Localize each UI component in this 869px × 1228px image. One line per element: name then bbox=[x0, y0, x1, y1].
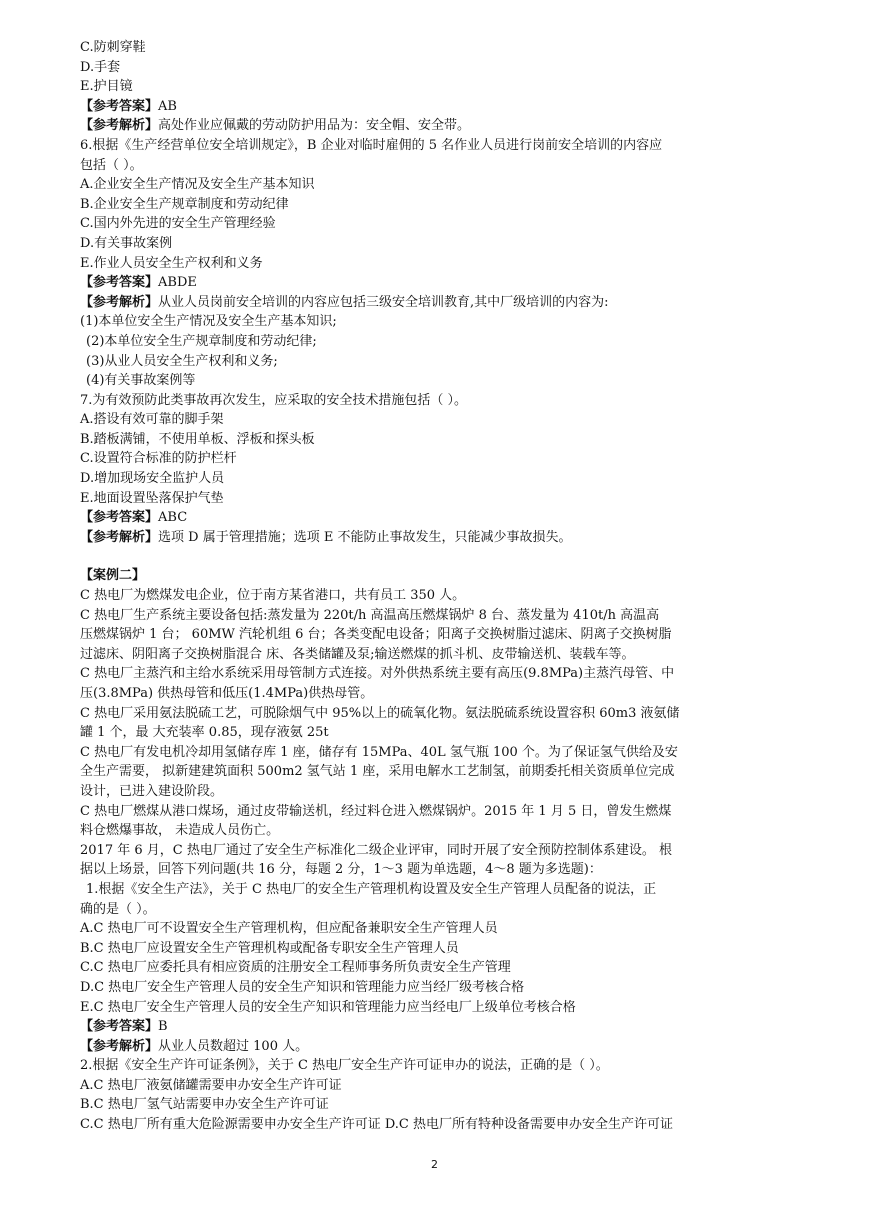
answer-text: 选项 D 属于管理措施；选项 E 不能防止事故发生，只能减少事故损失。 bbox=[158, 529, 572, 545]
text-line: 过滤床、阴阳离子交换树脂混合 床、各类储罐及泵;输送燃煤的抓斗机、皮带输送机、装载车等。 bbox=[80, 646, 635, 662]
answer-label: 【参考答案】 bbox=[80, 275, 159, 291]
answer-label: 【参考解析】 bbox=[80, 529, 159, 545]
answer-text: ABC bbox=[158, 510, 188, 526]
indented-line: (2)本单位安全生产规章制度和劳动纪律; bbox=[86, 333, 317, 349]
text-line: 7.为有效预防此类事故再次发生，应采取的安全技术措施包括（ ）。 bbox=[80, 392, 468, 408]
answer-label: 【参考答案】 bbox=[80, 98, 159, 114]
text-line: A.搭设有效可靠的脚手架 bbox=[80, 412, 224, 428]
text-line: A.企业安全生产情况及安全生产基本知识 bbox=[80, 177, 315, 193]
labeled-line bbox=[80, 97, 800, 117]
answer-text: ABDE bbox=[158, 275, 197, 291]
text-line: 压(3.8MPa) 供热母管和低压(1.4MPa)供热母管。 bbox=[80, 686, 374, 701]
answer-label: 【参考解析】 bbox=[80, 294, 159, 310]
text-line: 确的是（ ）。 bbox=[80, 901, 156, 917]
text-line: E.作业人员安全生产权利和义务 bbox=[80, 255, 263, 271]
text-line: 包括（ ）。 bbox=[80, 157, 143, 173]
text-line: 全生产需要， 拟新建建筑面积 500m2 氢气站 1 座，采用电解水工艺制氢，前期委托相关资质单位完成 bbox=[80, 764, 675, 780]
text-line: C.国内外先进的安全生产管理经验 bbox=[80, 216, 276, 232]
text-line: E.地面设置坠落保护气垫 bbox=[80, 490, 224, 506]
indented-line: (4)有关事故案例等 bbox=[86, 373, 196, 389]
text-line: 2.根据《安全生产许可证条例》，关于 C 热电厂安全生产许可证申办的说法，正确的是（ ）。 bbox=[80, 1058, 609, 1074]
text-line: 罐 1 个，最 大充装率 0.85，现存液氨 25t bbox=[80, 725, 329, 741]
text-line: D.C 热电厂安全生产管理人员的安全生产知识和管理能力应当经厂级考核合格 bbox=[80, 979, 525, 995]
text-line: B.企业安全生产规章制度和劳动纪律 bbox=[80, 196, 289, 212]
text-line: A.C 热电厂可不设置安全生产管理机构，但应配备兼职安全生产管理人员 bbox=[80, 921, 498, 937]
text-line: 2017 年 6 月，C 热电厂通过了安全生产标准化二级企业评审，同时开展了安全预防控制体系建设。 根 bbox=[80, 842, 672, 858]
labeled-line bbox=[80, 566, 800, 586]
answer-text: 从业人员岗前安全培训的内容应包括三级安全培训教育,其中厂级培训的内容为: bbox=[158, 294, 609, 310]
labeled-line bbox=[80, 273, 800, 293]
text-line: D.增加现场安全监护人员 bbox=[80, 471, 225, 487]
blank-line bbox=[80, 547, 800, 566]
text-line: C 热电厂为燃煤发电企业，位于南方某省港口，共有员工 350 人。 bbox=[80, 588, 466, 604]
text-line: 据以上场景，回答下列问题(共 16 分，每题 2 分，1～3 题为单选题，4～8 题为多选题)： bbox=[80, 862, 602, 878]
answer-label: 【案例二】 bbox=[80, 568, 146, 584]
text-line: E.C 热电厂安全生产管理人员的安全生产知识和管理能力应当经电厂上级单位考核合格 bbox=[80, 999, 576, 1015]
answer-text: 高处作业应佩戴的劳动防护用品为：安全帽、安全带。 bbox=[158, 118, 471, 134]
answer-text: 从业人员数超过 100 人。 bbox=[158, 1038, 309, 1054]
answer-text: AB bbox=[158, 98, 177, 114]
answer-label: 【参考答案】 bbox=[80, 510, 159, 526]
text-line: C.C 热电厂所有重大危险源需要申办安全生产许可证 D.C 热电厂所有特种设备需要申办安全生产许可证 bbox=[80, 1117, 673, 1133]
labeled-line bbox=[80, 116, 800, 136]
text-line: C 热电厂主蒸汽和主给水系统采用母管制方式连接。对外供热系统主要有高压(9.8MPa)主蒸汽母管、中 bbox=[80, 666, 675, 682]
text-line: (1)本单位安全生产情况及安全生产基本知识; bbox=[80, 314, 337, 330]
text-line: B.踏板满铺，不使用单板、浮板和探头板 bbox=[80, 431, 315, 447]
answer-label: 【参考解析】 bbox=[80, 118, 159, 134]
answer-label: 【参考答案】 bbox=[80, 1019, 159, 1035]
text-line: 设计，已进入建设阶段。 bbox=[80, 783, 224, 799]
text-line: 料仓燃爆事故， 未造成人员伤亡。 bbox=[80, 823, 280, 839]
answer-text: B bbox=[158, 1019, 168, 1035]
text-line: A.C 热电厂液氨储罐需要申办安全生产许可证 bbox=[80, 1077, 342, 1093]
indented-line: 1.根据《安全生产法》，关于 C 热电厂的安全生产管理机构设置及安全生产管理人员配备的说法，正 bbox=[86, 881, 657, 897]
text-line: B.C 热电厂应设置安全生产管理机构或配备专职安全生产管理人员 bbox=[80, 940, 459, 956]
text-line: C 热电厂生产系统主要设备包括:蒸发量为 220t/h 高温高压燃煤锅炉 8 台、蒸发量为 410t/h 高温高 bbox=[80, 607, 660, 623]
text-line: C 热电厂燃煤从港口煤场，通过皮带输送机，经过料仓进入燃煤锅炉。2015 年 1 月 5 日，曾发生燃煤 bbox=[80, 803, 672, 819]
text-line: C 热电厂采用氨法脱硫工艺，可脱除烟气中 95%以上的硫氧化物。氨法脱硫系统设置容积 60m3 液氨储 bbox=[80, 705, 680, 721]
text-line: C.C 热电厂应委托具有相应资质的注册安全工程师事务所负责安全生产管理 bbox=[80, 960, 511, 976]
labeled-line bbox=[80, 293, 800, 313]
text-line: C.防刺穿鞋 bbox=[80, 40, 146, 55]
page-number: 2 bbox=[431, 1158, 438, 1171]
text-line: E.护目镜 bbox=[80, 79, 133, 95]
text-line: 压燃煤锅炉 1 台； 60MW 汽轮机组 6 台；各类变配电设备；阳离子交换树脂过滤床、阴离子交换树脂 bbox=[80, 627, 672, 643]
labeled-line bbox=[80, 1017, 800, 1037]
text-line: D.有关事故案例 bbox=[80, 235, 173, 251]
labeled-line bbox=[80, 1037, 800, 1057]
indented-line: (3)从业人员安全生产权利和义务; bbox=[86, 353, 278, 369]
labeled-line bbox=[80, 508, 800, 528]
text-line: D.手套 bbox=[80, 59, 121, 75]
text-line: C 热电厂有发电机冷却用氢储存库 1 座，储存有 15MPa、40L 氢气瓶 100 个。为了保证氢气供给及安 bbox=[80, 744, 678, 760]
answer-label: 【参考解析】 bbox=[80, 1038, 159, 1054]
document-body bbox=[80, 38, 800, 1135]
text-line: 6.根据《生产经营单位安全培训规定》，B 企业对临时雇佣的 5 名作业人员进行岗前安全培训的内容应 bbox=[80, 137, 663, 153]
text-line: C.设置符合标准的防护栏杆 bbox=[80, 451, 237, 467]
labeled-line bbox=[80, 528, 800, 548]
text-line: B.C 热电厂氢气站需要申办安全生产许可证 bbox=[80, 1097, 329, 1113]
